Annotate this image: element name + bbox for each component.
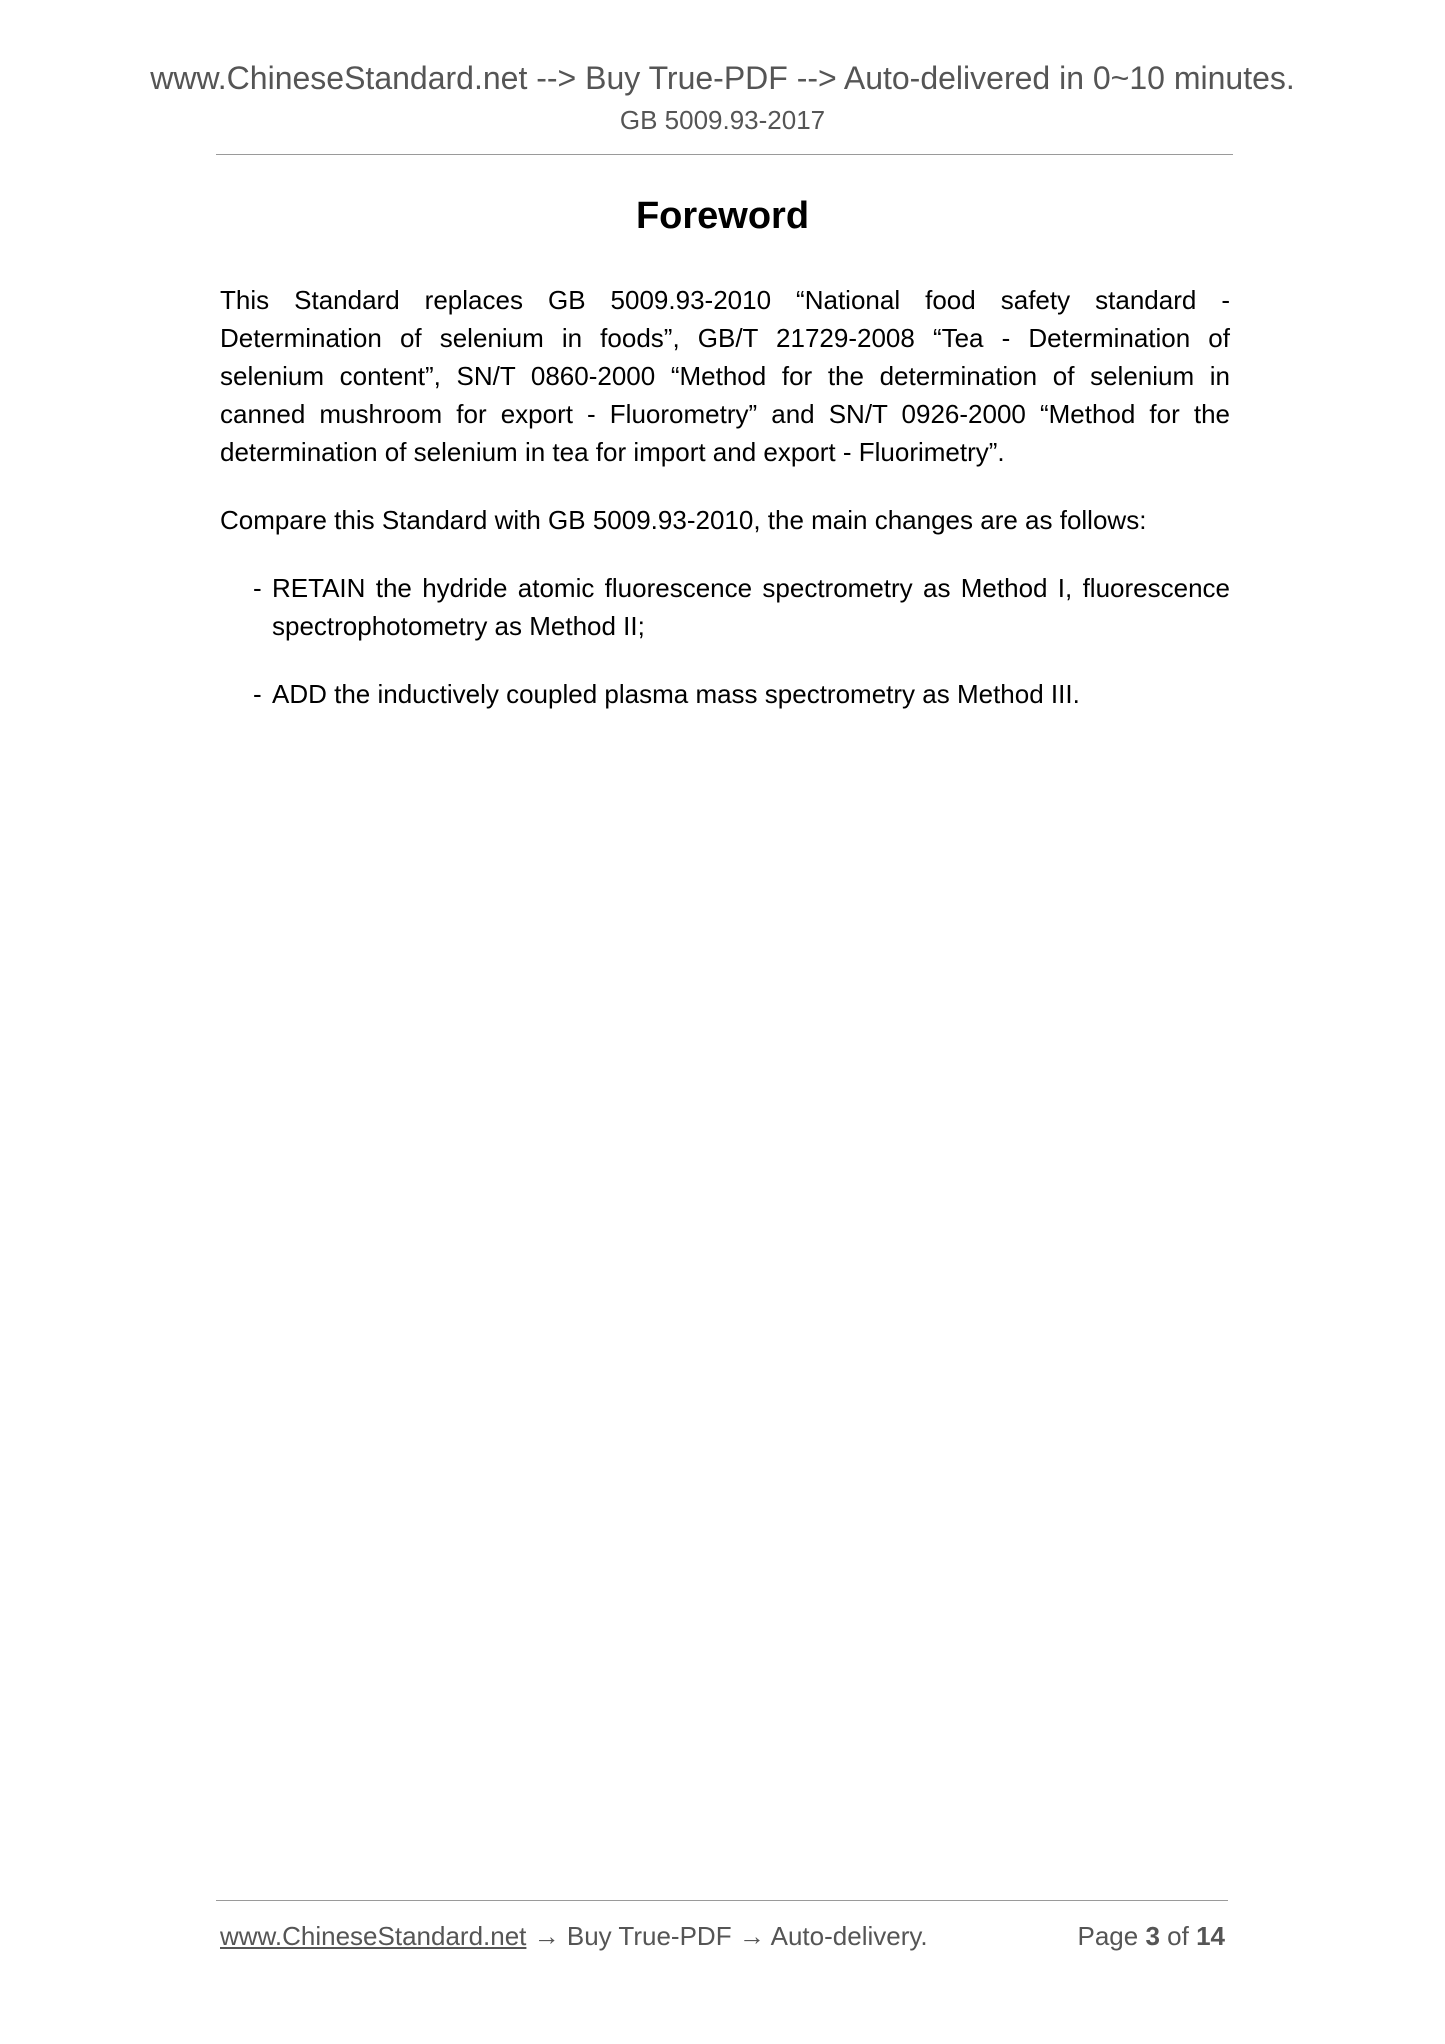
header-banner: www.ChineseStandard.net --> Buy True-PDF --> Auto-delivered in 0~10 minutes. bbox=[150, 60, 1295, 96]
footer-promo bbox=[220, 1918, 928, 1954]
arrow-right-icon: → bbox=[533, 1921, 560, 1951]
footer-site-link[interactable]: www.ChineseStandard.net bbox=[220, 1921, 527, 1951]
document-id: GB 5009.93-2017 bbox=[619, 105, 826, 135]
change-item-text: RETAIN the hydride atomic fluorescence spectrometry as Method I, fluorescence spectrophotometry as Method II; bbox=[272, 573, 1230, 641]
list-dash: - bbox=[253, 573, 262, 603]
page-number bbox=[1077, 1918, 1225, 1954]
change-item-text: ADD the inductively coupled plasma mass spectrometry as Method III. bbox=[272, 679, 1080, 709]
foreword-paragraph-replaces: This Standard replaces GB 5009.93-2010 “National food safety standard - Determination of selenium in foods”, GB/T 21729-2008 “Tea - Determination of selenium content”, SN/T 0860-2000 “Method for the determination of selenium in canned mushroom for export - Fluorometry” and SN/T 0926-2000 “Method for the determination of selenium in tea for import and export - Fluorimetry”. bbox=[220, 285, 1230, 467]
foreword-paragraph-changes-intro: Compare this Standard with GB 5009.93-2010, the main changes are as follows: bbox=[220, 505, 1147, 535]
arrow-right-icon: → bbox=[738, 1921, 765, 1951]
page-of: of bbox=[1167, 1921, 1189, 1951]
page-label: Page bbox=[1077, 1921, 1139, 1951]
page-total: 14 bbox=[1196, 1921, 1225, 1951]
header-divider bbox=[216, 154, 1233, 155]
change-item bbox=[220, 675, 1230, 713]
page-title: Foreword bbox=[635, 195, 810, 237]
page-current: 3 bbox=[1145, 1921, 1160, 1951]
document-body bbox=[220, 281, 1230, 713]
footer-delivery-text: Auto-delivery. bbox=[770, 1921, 928, 1951]
change-item bbox=[220, 569, 1230, 645]
footer-divider bbox=[216, 1900, 1228, 1901]
list-dash: - bbox=[253, 679, 262, 709]
footer-buy-text: Buy True-PDF bbox=[566, 1921, 732, 1951]
